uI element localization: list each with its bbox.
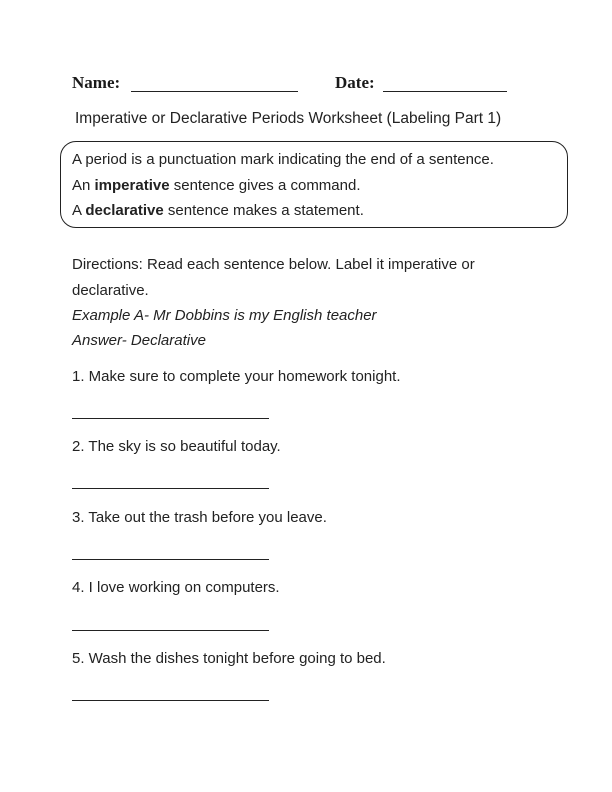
question-4: 4. I love working on computers. (72, 579, 280, 596)
question-5: 5. Wash the dishes tonight before going to bed. (72, 650, 386, 667)
definition-text: A (72, 202, 86, 219)
question-3: 3. Take out the trash before you leave. (72, 509, 327, 526)
term-declarative: declarative (85, 202, 164, 219)
definition-period: A period is a punctuation mark indicating the end of a sentence. (72, 151, 494, 168)
name-field[interactable] (131, 91, 298, 92)
directions-line-1: Directions: Read each sentence below. Label it imperative or (72, 256, 475, 273)
example-answer: Answer- Declarative (72, 332, 206, 349)
name-label: Name: (72, 73, 121, 92)
date-label: Date: (335, 73, 375, 92)
definition-text: sentence makes a statement. (163, 202, 364, 219)
definition-imperative (72, 177, 361, 194)
example-sentence: Example A- Mr Dobbins is my English teacher (72, 307, 377, 324)
answer-line-5[interactable] (72, 700, 269, 701)
answer-line-4[interactable] (72, 630, 269, 631)
answer-line-2[interactable] (72, 488, 269, 489)
question-2: 2. The sky is so beautiful today. (72, 438, 281, 455)
worksheet-title: Imperative or Declarative Periods Worksheet (Labeling Part 1) (75, 110, 502, 127)
term-imperative: imperative (94, 177, 170, 194)
directions-line-2: declarative. (72, 282, 149, 299)
answer-line-1[interactable] (72, 418, 269, 419)
date-field[interactable] (383, 91, 507, 92)
question-1: 1. Make sure to complete your homework tonight. (72, 368, 401, 385)
definition-text: An (72, 177, 95, 194)
definition-declarative (72, 202, 364, 219)
answer-line-3[interactable] (72, 559, 269, 560)
definition-text: sentence gives a command. (169, 177, 361, 194)
